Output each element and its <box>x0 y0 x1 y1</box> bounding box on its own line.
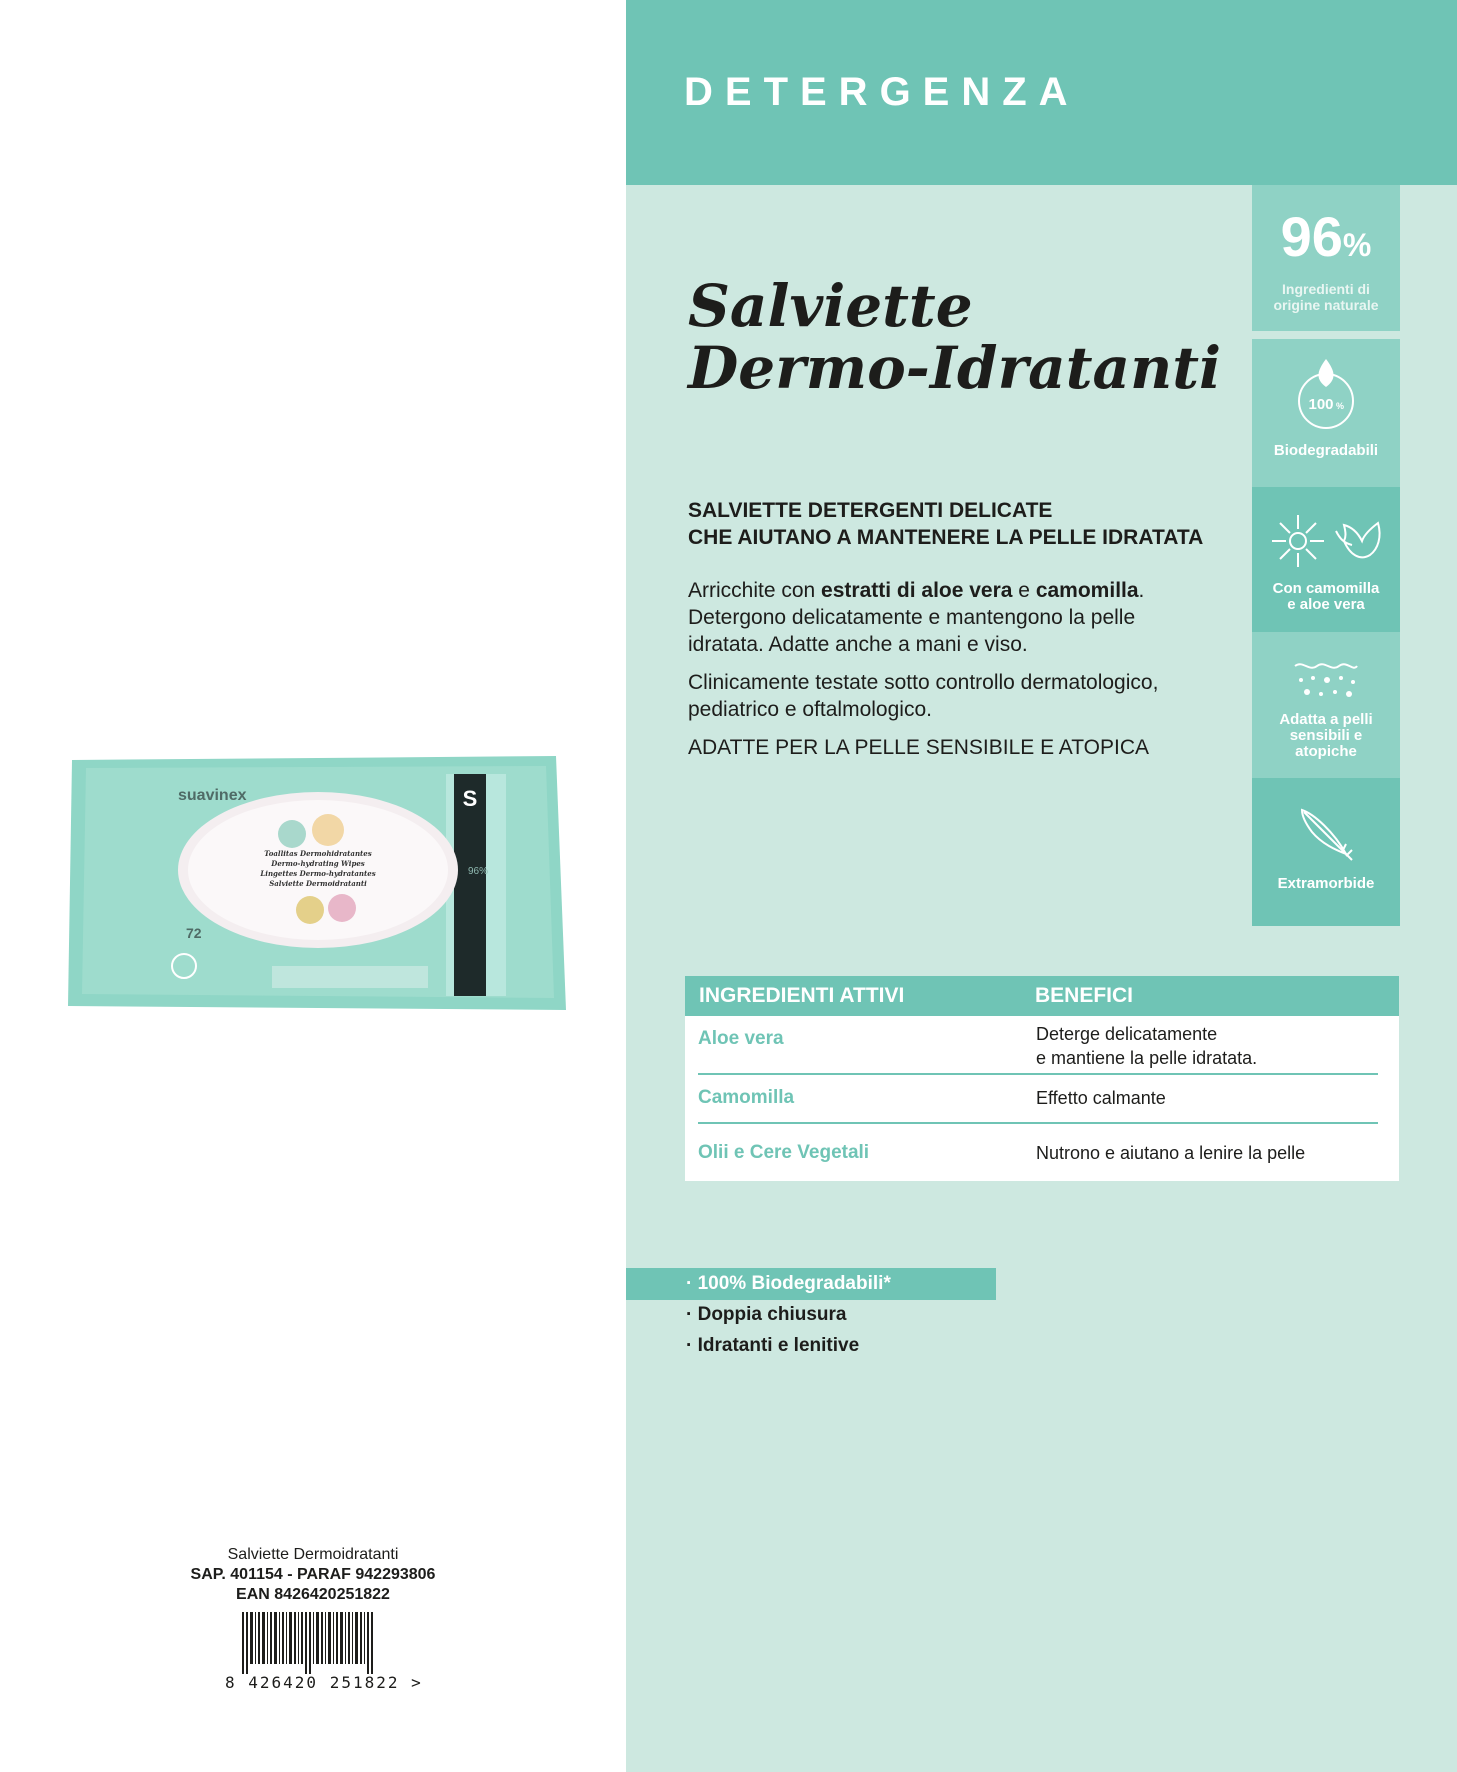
natural-percent <box>1252 205 1400 273</box>
section-header <box>626 0 1457 185</box>
description-line: Clinicamente testate sotto controllo dermatologico, <box>688 671 1159 694</box>
description-line: idratata. Adatte anche a mani e viso. <box>688 633 1028 656</box>
skin-icon <box>1291 658 1361 702</box>
feather-icon <box>1294 804 1358 864</box>
ingredients-table <box>685 976 1399 1181</box>
feature-bullet: · Doppia chiusura <box>686 1304 847 1325</box>
natural-label <box>1252 281 1400 313</box>
feature-bullet: · Idratanti e lenitive <box>686 1335 860 1356</box>
description-line: pediatrico e oftalmologico. <box>688 698 932 721</box>
plants-label-line: e aloe vera <box>1287 596 1365 613</box>
barcode-number: 8 426420 251822 > <box>225 1673 423 1692</box>
sensitive-label-line: Adatta a pelli <box>1279 711 1373 728</box>
sensitive-label-line: atopiche <box>1295 743 1357 760</box>
product-description-1 <box>688 577 1248 658</box>
package-label-line: Salviette Dermoidratanti <box>269 879 367 888</box>
table-header <box>685 976 1399 1016</box>
badge-extra-soft <box>1252 778 1400 926</box>
table-cell-ingredient: Camomilla <box>698 1087 795 1108</box>
section-title: DETERGENZA <box>684 70 1080 114</box>
sensitive-label <box>1252 712 1400 760</box>
product-title <box>688 272 1222 402</box>
product-package-image <box>66 748 572 1014</box>
feature-bullet: · 100% Biodegradabili* <box>686 1273 891 1294</box>
benefit-line: e mantiene la pelle idratata. <box>1036 1048 1258 1068</box>
natural-label-line: origine naturale <box>1273 297 1379 313</box>
natural-percent-unit: % <box>1342 227 1372 263</box>
description-text: . <box>1138 579 1145 602</box>
product-subtitle <box>688 497 1203 551</box>
table-row-divider <box>698 1122 1378 1124</box>
product-description-2 <box>688 669 1248 723</box>
bio-icon-unit: % <box>1335 401 1345 411</box>
product-code-name: Salviette Dermoidratanti <box>227 1546 399 1563</box>
package-logo: S <box>462 786 478 811</box>
subtitle-line: SALVIETTE DETERGENTI DELICATE <box>688 499 1053 522</box>
package-brand: suavinex <box>178 787 247 804</box>
table-cell-benefit <box>1036 1022 1257 1070</box>
description-text: e <box>1012 579 1036 602</box>
badge-plants <box>1252 487 1400 632</box>
bio-label: Biodegradabili <box>1273 442 1379 459</box>
description-bold: camomilla <box>1035 579 1139 602</box>
plants-label-line: Con camomilla <box>1272 580 1380 597</box>
leaf-drop-icon <box>1291 355 1361 431</box>
natural-percent-value: 96 <box>1280 205 1343 268</box>
flower-icon <box>1266 511 1386 571</box>
table-cell-ingredient: Aloe vera <box>698 1028 784 1049</box>
natural-label-line: Ingredienti di <box>1282 281 1370 297</box>
package-count: 72 <box>186 925 202 941</box>
table-header-benefits: BENEFICI <box>1035 984 1134 1007</box>
bio-icon-value: 100 <box>1308 396 1334 413</box>
badge-natural-ingredients <box>1252 185 1400 331</box>
package-label-line: Lingettes Dermo-hydratantes <box>260 869 376 878</box>
table-header-ingredients: INGREDIENTI ATTIVI <box>699 984 905 1007</box>
product-title-line: Dermo-Idratanti <box>688 334 1222 402</box>
soft-label: Extramorbide <box>1277 875 1375 892</box>
sensitive-label-line: sensibili e <box>1289 727 1363 744</box>
product-code-ean: EAN 8426420251822 <box>236 1586 390 1603</box>
badge-biodegradable <box>1252 339 1400 487</box>
plants-label <box>1252 581 1400 613</box>
description-line <box>688 577 1248 604</box>
package-label-line: Dermo-hydrating Wipes <box>271 859 365 868</box>
table-row-divider <box>698 1073 1378 1075</box>
table-cell-benefit: Effetto calmante <box>1036 1088 1166 1108</box>
description-text: Arricchite con <box>688 579 822 602</box>
barcode-image <box>222 1612 392 1674</box>
description-line: Detergono delicatamente e mantengono la pelle <box>688 606 1136 629</box>
benefit-line: Deterge delicatamente <box>1036 1024 1218 1044</box>
badge-sensitive-skin <box>1252 632 1400 778</box>
product-description-3: ADATTE PER LA PELLE SENSIBILE E ATOPICA <box>688 736 1150 759</box>
package-side-text: 96% <box>467 866 489 877</box>
subtitle-line: CHE AIUTANO A MANTENERE LA PELLE IDRATATA <box>688 526 1204 549</box>
description-bold: estratti di aloe vera <box>821 579 1013 602</box>
product-title-line: Salviette <box>688 272 973 340</box>
table-cell-benefit: Nutrono e aiutano a lenire la pelle <box>1036 1143 1306 1163</box>
package-label-line: Toallitas Dermohidratantes <box>264 849 372 858</box>
product-code-sap: SAP. 401154 - PARAF 942293806 <box>190 1566 436 1583</box>
table-cell-ingredient: Olii e Cere Vegetali <box>698 1142 870 1163</box>
product-codes <box>170 1545 456 1605</box>
